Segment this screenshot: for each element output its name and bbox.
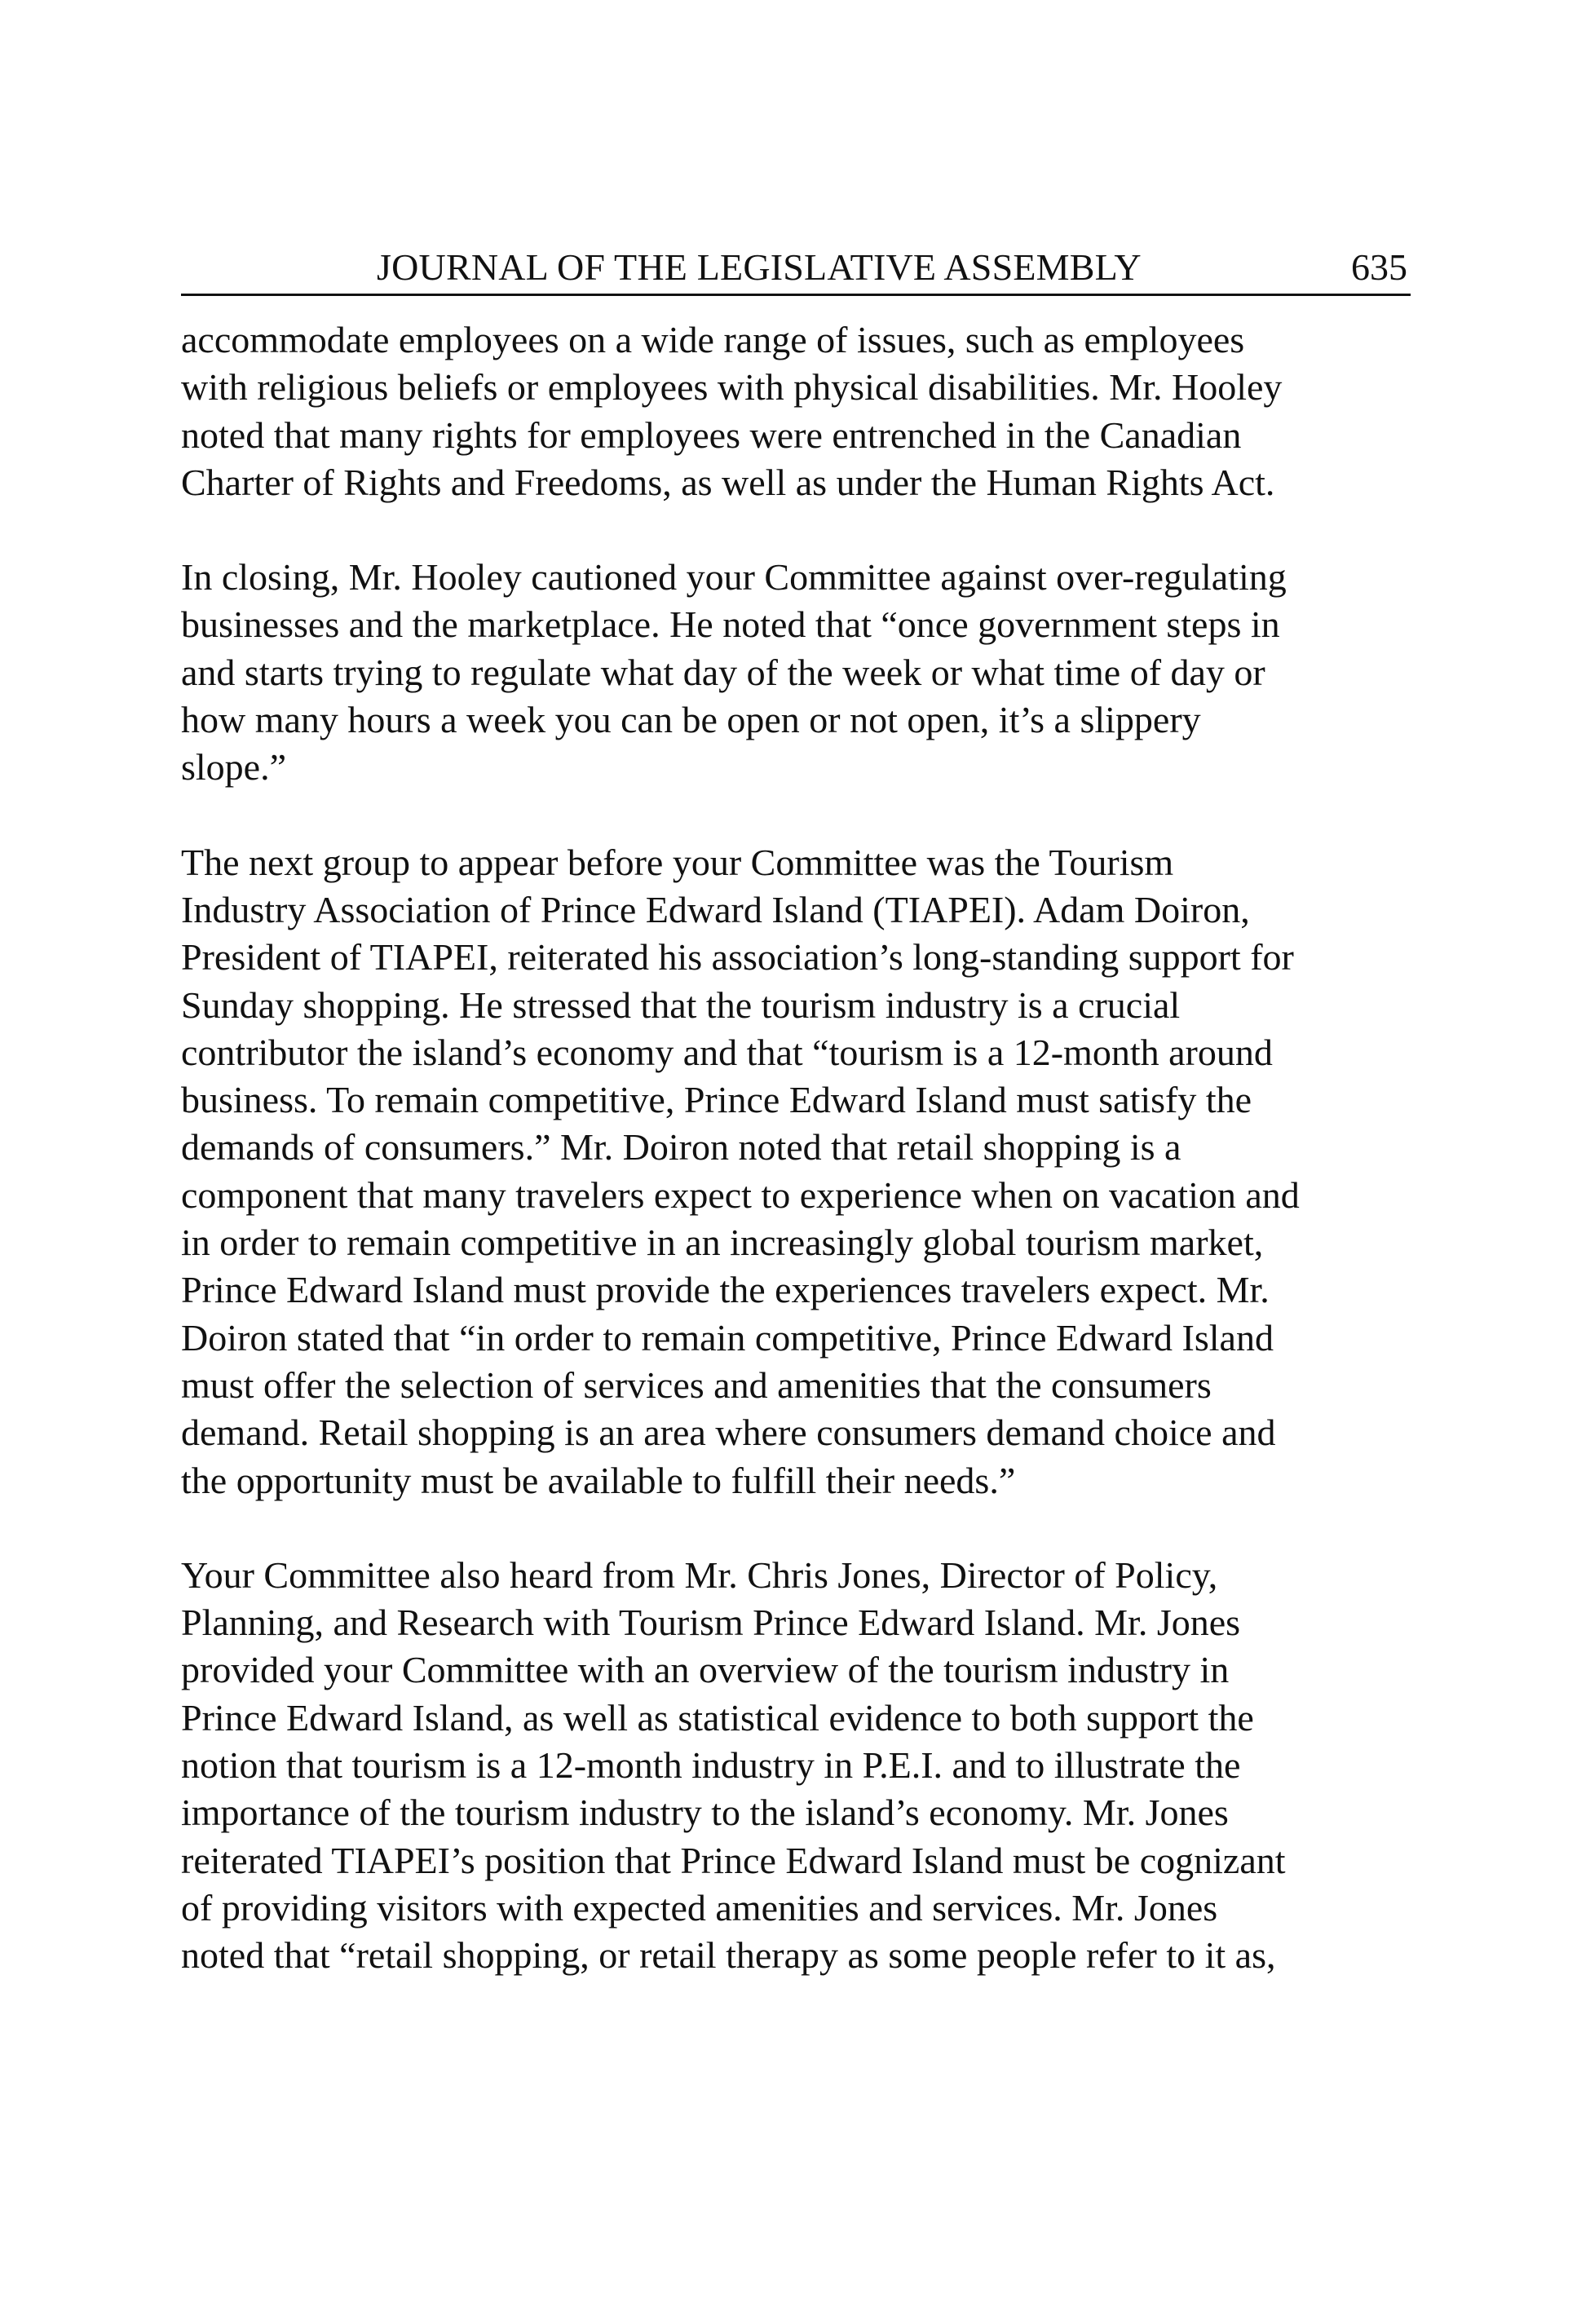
paragraph xyxy=(181,554,1420,791)
text-line: businesses and the marketplace. He noted that “once government steps in xyxy=(181,603,1280,646)
text-line: In closing, Mr. Hooley cautioned your Committee against over-regulating xyxy=(181,556,1287,599)
text-line: of providing visitors with expected amenities and services. Mr. Jones xyxy=(181,1886,1218,1929)
text-line: Charter of Rights and Freedoms, as well as under the Human Rights Act. xyxy=(181,461,1275,503)
text-line: reiterated TIAPEI’s position that Prince Edward Island must be cognizant xyxy=(181,1839,1286,1881)
text-line: business. To remain competitive, Prince Edward Island must satisfy the xyxy=(181,1079,1252,1121)
text-line: accommodate employees on a wide range of issues, such as employees xyxy=(181,319,1245,360)
text-line: importance of the tourism industry to the island’s economy. Mr. Jones xyxy=(181,1792,1229,1834)
text-line: Doiron stated that “in order to remain competitive, Prince Edward Island xyxy=(181,1316,1274,1359)
text-line: the opportunity must be available to fulfill their needs.” xyxy=(181,1459,1016,1501)
text-line: slope.” xyxy=(181,746,287,789)
text-line: provided your Committee with an overview of the tourism industry in xyxy=(181,1649,1230,1691)
text-line: and starts trying to regulate what day of the week or what time of day or xyxy=(181,651,1265,693)
text-line: contributor the island’s economy and that “tourism is a 12-month around xyxy=(181,1031,1273,1073)
text-line: component that many travelers expect to experience when on vacation and xyxy=(181,1173,1300,1216)
text-line: Sunday shopping. He stressed that the tourism industry is a crucial xyxy=(181,983,1181,1026)
text-line: Prince Edward Island, as well as statistical evidence to both support the xyxy=(181,1696,1254,1739)
running-header xyxy=(181,243,1411,296)
paragraph xyxy=(181,316,1420,506)
text-line: in order to remain competitive in an increasingly global tourism market, xyxy=(181,1222,1264,1264)
header-title: JOURNAL OF THE LEGISLATIVE ASSEMBLY xyxy=(377,246,1142,288)
text-line: Planning, and Research with Tourism Prince Edward Island. Mr. Jones xyxy=(181,1602,1241,1644)
text-line: Industry Association of Prince Edward Island (TIAPEI). Adam Doiron, xyxy=(181,888,1250,930)
text-line: noted that many rights for employees were entrenched in the Canadian xyxy=(181,413,1242,456)
body-text xyxy=(181,316,1420,2027)
text-line: President of TIAPEI, reiterated his association’s long-standing support for xyxy=(181,936,1294,979)
text-line: demands of consumers.” Mr. Doiron noted that retail shopping is a xyxy=(181,1126,1181,1169)
text-line: notion that tourism is a 12-month industry in P.E.I. and to illustrate the xyxy=(181,1744,1241,1787)
text-line: must offer the selection of services and amenities that the consumers xyxy=(181,1363,1212,1406)
paragraph xyxy=(181,839,1420,1504)
paragraph xyxy=(181,1552,1420,1980)
text-line: Prince Edward Island must provide the experiences travelers expect. Mr. xyxy=(181,1269,1270,1311)
text-line: The next group to appear before your Committee was the Tourism xyxy=(181,841,1174,883)
text-line: noted that “retail shopping, or retail therapy as some people refer to it as, xyxy=(181,1934,1276,1977)
page-number: 635 xyxy=(1351,246,1407,288)
text-line: how many hours a week you can be open or not open, it’s a slippery xyxy=(181,699,1201,741)
text-line: Your Committee also heard from Mr. Chris Jones, Director of Policy, xyxy=(181,1553,1218,1596)
text-line: with religious beliefs or employees with physical disabilities. Mr. Hooley xyxy=(181,366,1283,409)
text-line: demand. Retail shopping is an area where consumers demand choice and xyxy=(181,1412,1276,1454)
